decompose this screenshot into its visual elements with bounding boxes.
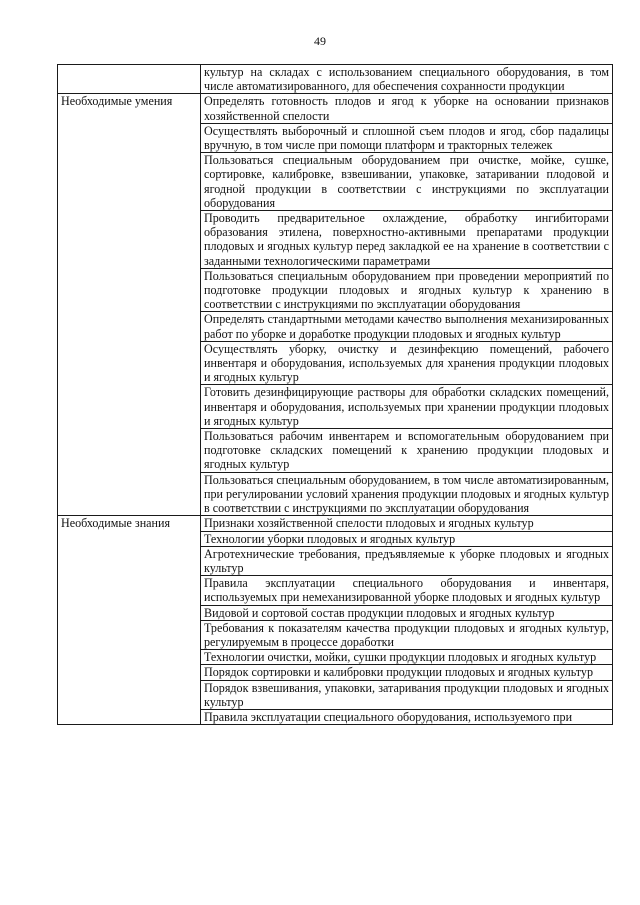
item-text-cell: Готовить дезинфицирующие растворы для обработки складских помещений, инвентаря и оборудования, используемых при хранении продукции плодовых и ягодных культур: [201, 385, 613, 429]
item-text-cell: Порядок сортировки и калибровки продукции плодовых и ягодных культур: [201, 665, 613, 680]
item-text-cell: Признаки хозяйственной спелости плодовых и ягодных культур: [201, 516, 613, 531]
item-text-cell: Осуществлять выборочный и сплошной съем плодов и ягод, сбор падалицы вручную, в том числе при помощи платформ и тракторных тележек: [201, 123, 613, 152]
table-row: [58, 65, 613, 94]
item-text-cell: Проводить предварительное охлаждение, обработку ингибиторами образования этилена, поверхностно-активными препаратами продукции плодовых и ягодных культур перед закладкой ее на хранение в соответствии с заданными технологическими параметрами: [201, 211, 613, 269]
table-body: [58, 65, 613, 725]
table-row: [58, 516, 613, 531]
row-label-cell: [58, 65, 201, 94]
item-text-cell: Пользоваться специальным оборудованием при проведении мероприятий по подготовке продукции плодовых и ягодных культур к хранению в соответствии с инструкциями по эксплуатации оборудования: [201, 268, 613, 312]
item-text-cell: Правила эксплуатации специального оборудования, используемого при: [201, 709, 613, 724]
item-text-cell: Определять готовность плодов и ягод к уборке на основании признаков хозяйственной спелости: [201, 94, 613, 123]
item-text-cell: Определять стандартными методами качество выполнения механизированных работ по уборке и доработке продукции плодовых и ягодных культур: [201, 312, 613, 341]
table-row: [58, 94, 613, 123]
item-text-cell: Пользоваться рабочим инвентарем и вспомогательным оборудованием при подготовке складских помещений к хранению продукции плодовых и ягодных культур: [201, 429, 613, 473]
requirements-table: [57, 64, 613, 725]
item-text-cell: Осуществлять уборку, очистку и дезинфекцию помещений, рабочего инвентаря и оборудования, используемых для хранения продукции плодовых и ягодных культур: [201, 341, 613, 385]
row-label-cell: Необходимые знания: [58, 516, 201, 725]
item-text-cell: Технологии очистки, мойки, сушки продукции плодовых и ягодных культур: [201, 650, 613, 665]
item-text-cell: Агротехнические требования, предъявляемые к уборке плодовых и ягодных культур: [201, 546, 613, 575]
item-text-cell: Порядок взвешивания, упаковки, затаривания продукции плодовых и ягодных культур: [201, 680, 613, 709]
item-text-cell: Правила эксплуатации специального оборудования и инвентаря, используемых при немеханизированной уборке плодовых и ягодных культур: [201, 576, 613, 605]
item-text-cell: культур на складах с использованием специального оборудования, в том числе автоматизированного, для обеспечения сохранности продукции: [201, 65, 613, 94]
item-text-cell: Пользоваться специальным оборудованием, в том числе автоматизированным, при регулировании условий хранения продукции плодовых и ягодных культур в соответствии с инструкциями по эксплуатации оборудования: [201, 472, 613, 516]
row-label-cell: Необходимые умения: [58, 94, 201, 516]
item-text-cell: Пользоваться специальным оборудованием при очистке, мойке, сушке, сортировке, калибровке, взвешивании, упаковке, затаривании плодовой и ягодной продукции в соответствии с инструкциями по эксплуатации оборудования: [201, 153, 613, 211]
item-text-cell: Требования к показателям качества продукции плодовых и ягодных культур, регулируемым в процессе доработки: [201, 620, 613, 649]
page-number: 49: [314, 34, 326, 48]
item-text-cell: Технологии уборки плодовых и ягодных культур: [201, 531, 613, 546]
item-text-cell: Видовой и сортовой состав продукции плодовых и ягодных культур: [201, 605, 613, 620]
